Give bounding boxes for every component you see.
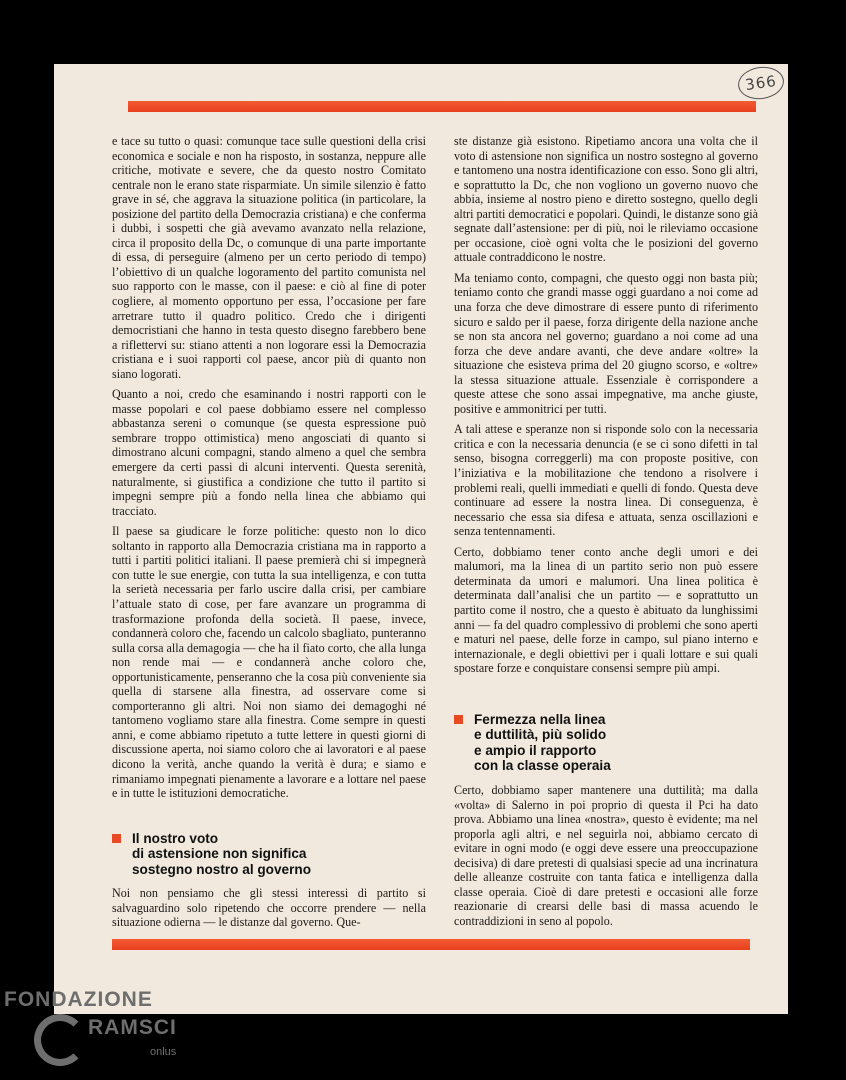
paragraph: Certo, dobbiamo tener conto anche degli umori e dei malumori, ma la linea di un partito serio non può essere determinata da umori e malumori. Una linea politica è determinata dall’analisi che un partito — e soprattutto un partito come il nostro, che a questo è abituato da lunghissimi anni — fa del quadro complessivo di problemi che sono aperti e maturi nel paese, delle forze in campo, sul piano interno e internazionale, e degli obiettivi per i quali lottare e sui quali spostare forze e conquistare consensi sempre più ampi. <box>454 544 758 676</box>
fondazione-gramsci-watermark <box>4 986 224 1080</box>
heading-line: con la classe operaia <box>474 758 611 774</box>
red-square-icon <box>112 834 121 843</box>
paragraph: Ma teniamo conto, compagni, che questo oggi non basta più; teniamo conto che grandi masse oggi guardano a noi come ad una forza che deve dimostrare di essere punto di riferimento sicuro e saldo per il paese, forza dirigente della nazione anche se non sta ancora nel governo; guardano a noi come ad una forza che deve andare avanti, che deve andare «oltre» la situazione che esisteva prima del 20 giugno scorso, e «oltre» la stessa situazione attuale. Essenziale è corrispondere a queste attese che sono assai impegnative, ma anche giuste, positive e ammonitrici per tutti. <box>454 270 758 416</box>
red-square-icon <box>454 715 463 724</box>
heading-line: di astensione non significa <box>132 846 307 862</box>
paragraph: Quanto a noi, credo che esaminando i nostri rapporti con le masse popolari e col paese dobbiamo essere nel complesso abbastanza sereni o comunque (se questa espressione può sembrare troppo ottimistica) meno angosciati di quanto si dimostrano alcuni compagni, stando almeno a quel che sembra emergere da certi passi di alcuni interventi. Questa serenità, naturalmente, si giustifica a condizione che tutto il partito si impegni sempre più a fondo nella linea che abbiamo qui tracciato. <box>112 387 426 518</box>
page-number-annotation: 366 <box>736 64 786 102</box>
heading-line: e duttilità, più solido <box>474 727 607 743</box>
paragraph: A tali attese e speranze non si risponde solo con la necessaria critica e con la necessaria denuncia (e se ci sono difetti in tal senso, bisogna correggerli) ma con proposte positive, con l’iniziativa e la mobilitazione che tendono a risolvere i problemi reali, quelli immediati e quelli di fondo. Questa deve continuare ad essere la nostra linea. Di conseguenza, è necessario che essa sia difesa e attuata, senza oscillazioni e senza tentennamenti. <box>454 422 758 539</box>
g-logo-icon <box>34 1014 86 1066</box>
heading-line: Il nostro voto <box>132 830 219 846</box>
heading-line: sostegno nostro al governo <box>132 861 312 877</box>
left-column <box>112 134 426 936</box>
bottom-red-rule <box>112 939 750 950</box>
heading-line: e ampio il rapporto <box>474 742 597 758</box>
paragraph: Il paese sa giudicare le forze politiche: questo non lo dico soltanto in rapporto alla Democrazia cristiana ma in rapporto a tutti i partiti politici italiani. Il paese premierà chi si impegnerà con tutte le sue energie, con tutta la sua intelligenza, e con tutta la serietà necessaria per farlo uscire dalla crisi, per cambiare l’attuale stato di cose, per fare avanzare un programma di trasformazione profonda della società. Il paese, invece, condannerà coloro che, facendo un calcolo sbagliato, punteranno sulla corsa alla demagogia — che ha il fiato corto, che alla lunga non rende mai — e condannerà anche coloro che, opportunisticamente, penseranno che la cosa più conveniente sia quella di starsene alla finestra, ad osservare come si comporteranno gli altri. Noi non siamo dei demagoghi né tantomeno vogliamo stare alla finestra. Come sempre in questi anni, e come abbiamo ripetuto a tutte lettere in questi giorni di discussione aperta, noi siamo coloro che ai lavoratori e al paese dicono la verità, anche quando la verità è dura; e siamo e rimaniamo impegnati pienamente a lavorare e a lottare nel paese e in tutte le istituzioni democratiche. <box>112 524 426 801</box>
section-heading-astensione <box>112 831 426 878</box>
paragraph: Certo, dobbiamo saper mantenere una duttilità; ma dalla «volta» di Salerno in poi proprio di questa il Pci ha dato prova. Abbiamo una linea «nostra», questo è evidente; ma nel proporla agli altri, e nel seguirla noi, abbiamo cercato di evitare in ogni modo (e oggi deve essere una preoccupazione decisiva) di dare pretesti di qualsiasi specie ad una incrinatura delle alleanze costruite con tanta fatica e intelligenza dalla classe operaia. Cioè di dare pretesti e occasioni alle forze reazionarie di crearsi delle basi di massa acuendo le contraddizioni in seno al popolo. <box>454 783 758 928</box>
watermark-line-3: onlus <box>150 1046 177 1058</box>
right-column <box>454 134 758 935</box>
section-heading-fermezza <box>454 712 758 774</box>
heading-line: Fermezza nella linea <box>474 711 606 727</box>
paragraph: ste distanze già esistono. Ripetiamo ancora una volta che il voto di astensione non significa un nostro sostegno al governo e tantomeno una nostra identificazione con esso. Sono gli altri, e soprattutto la Dc, che non vogliono un governo nuovo che abbia, insieme al nostro pieno e diretto sostegno, quello degli altri partiti democratici e popolari. Quindi, le distanze sono già segnate dall’astensione: per di più, noi le rileviamo occasione per occasione, cioè ogni volta che le posizioni del governo attuale contraddicono le nostre. <box>454 134 758 265</box>
watermark-line-1: FONDAZIONE <box>4 988 153 1011</box>
paragraph: Noi non pensiamo che gli stessi interessi di partito si salvaguardino solo ripetendo che occorre prendere — nella situazione odierna — le distanze dal governo. Que- <box>112 886 426 930</box>
watermark-line-2: RAMSCI <box>88 1016 177 1039</box>
top-red-rule <box>128 101 756 112</box>
paragraph: e tace su tutto o quasi: comunque tace sulle questioni della crisi economica e sociale e non ha risposto, in sostanza, neppure alle critiche, motivate e severe, che da questo nostro Comitato centrale non le erano state risparmiate. Un simile silenzio è fatto grave in sé, che aggrava la situazione politica (in particolare, la posizione del partito della Democrazia cristiana) e che conferma i dubbi, i sospetti che già avevamo avanzato nella relazione, circa il proposito della Dc, o comunque di una parte importante di essa, di perseguire (almeno per un certo periodo di tempo) l’obiettivo di un qualche logoramento del partito comunista nel suo rapporto con le masse, con il paese: e ciò al fine di poter cogliere, al momento opportuno per essa, l’occasione per fare arretrare tutto il quadro politico. Credo che i dirigenti democristiani che hanno in testa questo disegno farebbero bene a riflettervi su: stiano attenti a non logorare essi la Democrazia cristiana e i suoi rapporti col paese, ancor più di quanto non siano logorati. <box>112 134 426 381</box>
